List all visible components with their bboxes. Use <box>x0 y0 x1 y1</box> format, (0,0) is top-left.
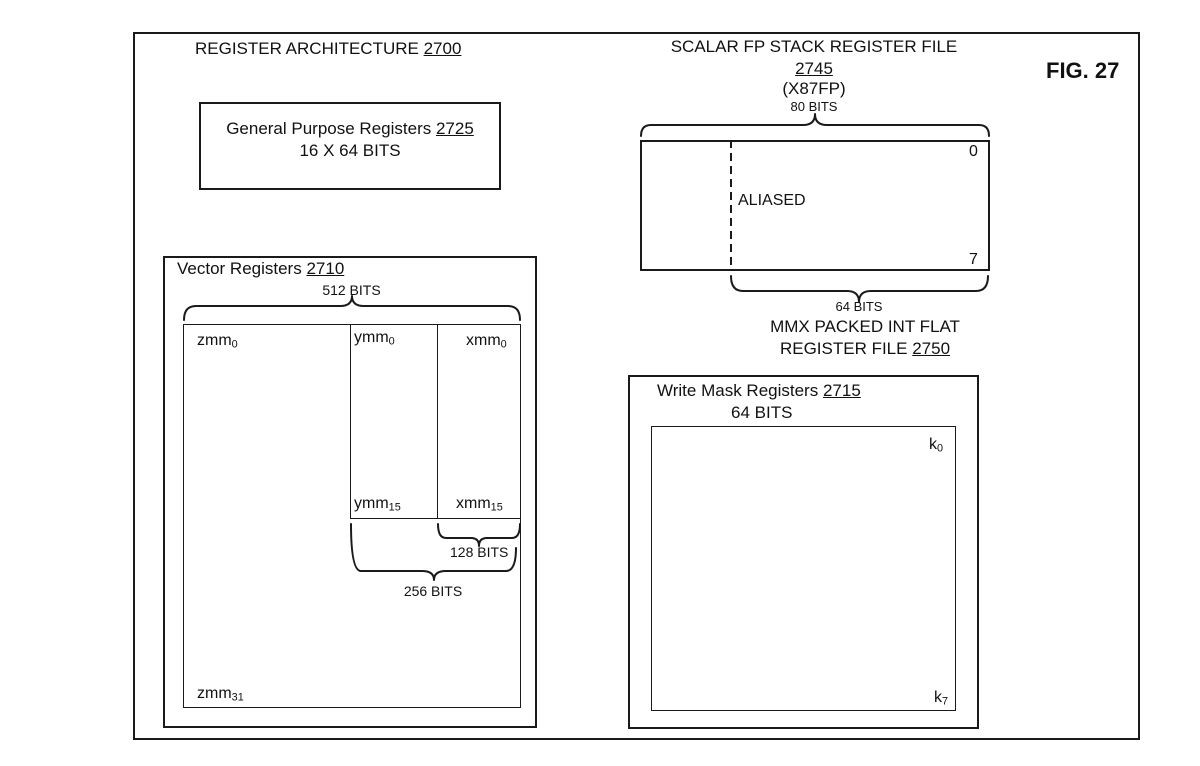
architecture-ref: 2700 <box>423 39 462 58</box>
vector-title-text: Vector Registers <box>177 259 302 278</box>
k-first-base: k <box>929 436 937 453</box>
zmm-first-sub: 0 <box>231 338 238 351</box>
fp-stack-title: SCALAR FP STACK REGISTER FILE <box>670 37 958 56</box>
xmm-last-base: xmm <box>456 495 491 512</box>
vector-width-label: 512 BITS <box>322 282 381 298</box>
fp-stack-80-bits-brace <box>641 114 989 136</box>
architecture-title-text: REGISTER ARCHITECTURE <box>195 39 419 58</box>
zmm-last-sub: 31 <box>231 691 244 704</box>
fp-stack-first-index: 0 <box>969 143 978 160</box>
mmx-width-label: 64 BITS <box>835 299 883 314</box>
mmx-title-line2-text: REGISTER FILE <box>779 339 908 358</box>
ymm-first-sub: 0 <box>388 335 395 348</box>
vector-512-bits-brace <box>184 296 520 320</box>
ymm-256-bits-brace <box>351 524 516 580</box>
xmm-first-base: xmm <box>466 332 501 349</box>
aliased-label: ALIASED <box>738 192 806 209</box>
k-last-sub: 7 <box>942 695 949 708</box>
vector-ref: 2710 <box>306 259 345 278</box>
fp-stack-ref: 2745 <box>795 59 833 78</box>
ymm-first-base: ymm <box>354 329 389 346</box>
gpr-ref: 2725 <box>435 119 474 138</box>
mmx-64-bits-brace <box>731 276 988 302</box>
mmx-ref: 2750 <box>912 339 951 358</box>
gpr-title-text: General Purpose Registers <box>226 119 432 138</box>
fp-stack-last-index: 7 <box>969 251 978 268</box>
figure-label: FIG. 27 <box>1046 58 1120 83</box>
xmm-width-label: 128 BITS <box>450 544 509 560</box>
gpr-size: 16 X 64 BITS <box>299 141 401 160</box>
fp-stack-width-label: 80 BITS <box>790 99 838 114</box>
ymm-width-label: 256 BITS <box>403 583 463 599</box>
xmm-first-sub: 0 <box>500 338 507 351</box>
write-mask-width-label: 64 BITS <box>731 403 793 422</box>
ymm-last-base: ymm <box>354 495 389 512</box>
k-last-base: k <box>934 689 942 706</box>
write-mask-title-text: Write Mask Registers <box>657 381 819 400</box>
zmm-first-base: zmm <box>197 332 232 349</box>
mmx-title-line1: MMX PACKED INT FLAT <box>770 317 960 336</box>
xmm-128-bits-brace <box>438 524 520 546</box>
xmm-last-sub: 15 <box>490 501 503 514</box>
ymm-last-sub: 15 <box>388 501 401 514</box>
zmm-last-base: zmm <box>197 685 232 702</box>
fp-stack-subtitle: (X87FP) <box>782 79 846 98</box>
k-first-sub: 0 <box>937 442 944 455</box>
write-mask-ref: 2715 <box>822 381 861 400</box>
